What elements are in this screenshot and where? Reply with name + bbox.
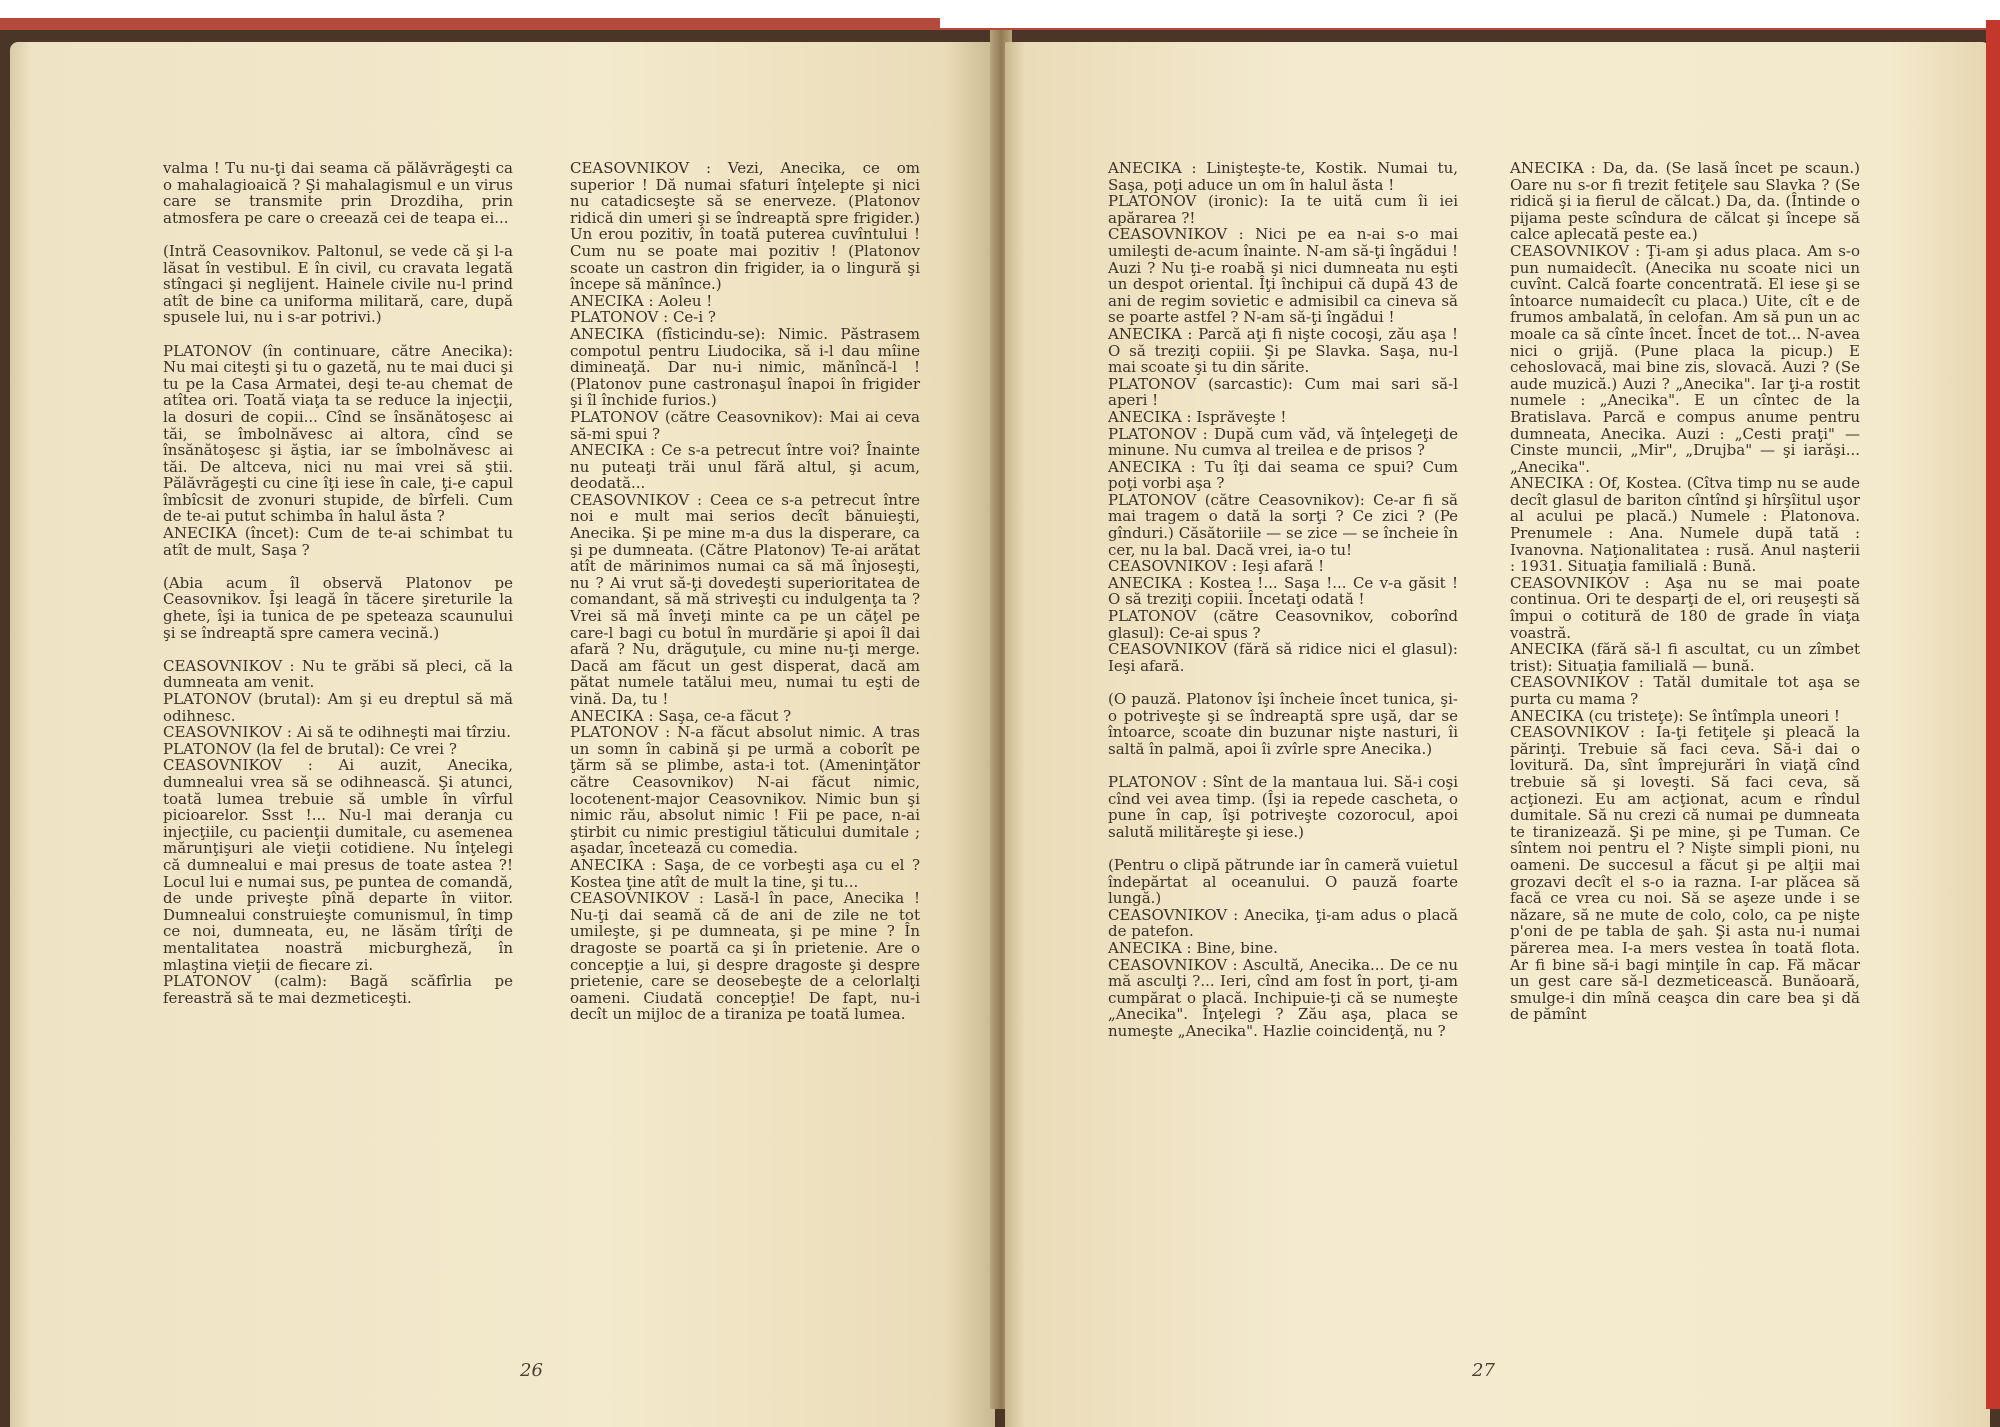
book-cover-edge: [1986, 20, 2000, 1409]
left-page: [10, 42, 995, 1427]
right-page-column-1: ANECIKA : Linişteşte-te, Kostik. Numai tu, Saşa, poţi aduce un om în halul ăsta ! PLATONOV (ironic): Ia te uită cum îi iei apărarea ?! CEASOVNIKOV : Nici pe ea n-ai s-o mai umileşti de-acum înainte. N-am să-ţi îngădui ! Auzi ? Nu ţi-e roabă şi nici dumneata nu eşti un despot oriental. Îţi închipui că după 43 de ani de regim sovietic e admisibil ca cineva să se poarte astfel ? N-am să-ţi îngădui ! ANECIKA : Parcă aţi fi nişte cocoşi, zău aşa ! O să treziţi copiii. Şi pe Slavka. Saşa, nu-l mai scoate şi tu din sărite. PLATONOV (sarcastic): Cum mai sari să-l aperi ! ANECIKA : Isprăveşte ! PLATONOV : După cum văd, vă înţelegeţi de minune. Nu cumva al treilea e de prisos ? ANECIKA : Tu îţi dai seama ce spui? Cum poţi vorbi aşa ? PLATONOV (către Ceasovnikov): Ce-ar fi să mai tragem o dată la sorţi ? Ce zici ? (Pe gînduri.) Căsătoriile — se zice — se încheie în cer, nu la bal. Dacă vrei, ia-o tu! CEASOVNIKOV : Ieşi afară ! ANECIKA : Kostea !... Saşa !... Ce v-a găsit ! O să treziţi copiii. Încetaţi odată ! PLATONOV (către Ceasovnikov, coborînd glasul): Ce-ai spus ? CEASOVNIKOV (fără să ridice nici el glasul): Ieşi afară. (O pauză. Platonov îşi încheie încet tunica, şi-o potriveşte şi se îndreaptă spre uşă, dar se întoarce, scoate din buzunar nişte nasturi, îi saltă în palmă, apoi îi zvîrle spre Anecika.) PLATONOV : Sînt de la mantaua lui. Să-i coşi cînd vei avea timp. (Îşi ia repede cascheta, o pune în cap, îşi potriveşte cozorocul, apoi salută milităreşte şi iese.) (Pentru o clipă pătrunde iar în cameră vuietul îndepărtat al oceanului. O pauză foarte lungă.) CEASOVNIKOV : Anecika, ţi-am adus o placă de patefon. ANECIKA : Bine, bine. CEASOVNIKOV : Ascultă, Anecika... De ce nu mă asculţi ?... Ieri, cînd am fost în port, ţi-am cumpărat o placă. Inchipuie-ţi că se numeşte „Anecika". Înţelegi ? Zău aşa, placa se numeşte „Anecika". Hazlie coincidenţă, nu ?: [1108, 159, 1458, 1040]
right-page-column-2: ANECIKA : Da, da. (Se lasă încet pe scaun.) Oare nu s-or fi trezit fetiţele sau Slavka ? (Se ridică şi ia fierul de călcat.) Da, da. (Întinde o pijama peste scîndura de călcat şi începe să calce aplecată peste ea.) CEASOVNIKOV : Ţi-am şi adus placa. Am s-o pun numaidecît. (Anecika nu scoate nici un cuvînt. Calcă foarte concentrată. El iese şi se întoarce numaidecît cu placa.) Uite, cît e de frumos ambalată, în celofan. Am să pun un ac moale ca să cînte încet. Încet de tot... N-avea nici o grijă. (Pune placa la picup.) E cehoslovacă, mai bine zis, slovacă. Auzi ? (Se aude muzică.) Auzi ? „Anecika". Iar ţi-a rostit numele : „Anecika". E un cîntec de la Bratislava. Parcă e compus anume pentru dumneata, Anecika. Auzi : „Cesti praţi" — Cinste muncii, „Mir", „Drujba" — şi iarăşi... „Anecika". ANECIKA : Of, Kostea. (Cîtva timp nu se aude decît glasul de bariton cîntînd şi hîrşîitul uşor al acului pe placă.) Numele : Platonova. Prenumele : Ana. Numele după tată : Ivanovna. Naţionalitatea : rusă. Anul naşterii : 1931. Situaţia familială : Bună. CEASOVNIKOV : Aşa nu se mai poate continua. Ori te desparţi de el, ori reuşeşti să împui o cotitură de 180 de grade în viaţa voastră. ANECIKA (fără să-l fi ascultat, cu un zîmbet trist): Situaţia familială — bună. CEASOVNIKOV : Tatăl dumitale tot aşa se purta cu mama ? ANECIKA (cu tristeţe): Se întîmpla uneori ! CEASOVNIKOV : Ia-ţi fetiţele şi pleacă la părinţi. Trebuie să faci ceva. Să-i dai o lovitură. Da, sînt împrejurări în viaţă cînd trebuie să şi loveşti. Să faci ceva, să acţionezi. Eu am acţionat, acum e rîndul dumitale. Să nu crezi că numai pe dumneata te tiranizează. Şi pe mine, şi pe Tuman. Ce sîntem noi pentru el ? Nişte simpli pioni, nu oameni. De succesul a făcut şi pe alţii mai grozavi decît el s-o ia razna. I-ar plăcea să facă ce vrea cu noi. Să se aşeze unde i se năzare, să ne mute de colo, colo, ca pe nişte p'oni de pe tabla de şah. Şi asta nu-i numai părerea mea. I-a mers vestea în toată flota. Ar fi bine să-i bagi minţile în cap. Fă măcar un gest care să-l dezmeticească. Bunăoară, smulge-i din mînă ceaşca din care bea şi dă de pămînt: [1510, 159, 1860, 1024]
open-book: [0, 30, 2000, 1409]
desk-background: [0, 0, 2000, 30]
page-number-left: 26: [520, 1360, 543, 1381]
left-page-column-1: valma ! Tu nu-ţi dai seama că pălăvrăgeşti ca o mahalagioaică ? Şi mahalagismul e un virus care se transmite prin Drozdiha, prin atmosfera pe care o creează cei de teapa ei... (Intră Ceasovnikov. Paltonul, se vede că şi l-a lăsat în vestibul. E în civil, cu cravata legată stîngaci şi neglijent. Hainele civile nu-l prind atît de bine ca uniforma militară, care, după spusele lui, nu i s-ar potrivi.) PLATONOV (în continuare, către Anecika): Nu mai citeşti şi tu o gazetă, nu te mai duci şi tu pe la Casa Armatei, deşi te-au chemat de atîtea ori. Toată viaţa ta se reduce la injecţii, la dosuri de copii... Cînd se însănătoşesc ai tăi, se îmbolnăvesc ai altora, cînd se însănătoşesc şi ăştia, iar se îmbolnăvesc ai tăi. De altceva, nici nu mai vrei să ştii. Pălăvrăgeşti cu cine îţi iese în cale, ţi-e capul îmbîcsit de zvonuri stupide, de bîrfeli. Cum de te-ai putut schimba în halul ăsta ? ANECIKA (încet): Cum de te-ai schimbat tu atît de mult, Saşa ? (Abia acum îl observă Platonov pe Ceasovnikov. Îşi leagă în tăcere şireturile la ghete, îşi ia tunica de pe speteaza scaunului şi se îndreaptă spre camera vecină.) CEASOVNIKOV : Nu te grăbi să pleci, că la dumneata am venit. PLATONOV (brutal): Am şi eu dreptul să mă odihnesc. CEASOVNIKOV : Ai să te odihneşti mai tîrziu. PLATONOV (la fel de brutal): Ce vrei ? CEASOVNIKOV : Ai auzit, Anecika, dumnealui vrea să se odihnească. Şi atunci, toată lumea trebuie să umble în vîrful picioarelor. Ssst !... Nu-l mai deranja cu injecţiile, cu pacienţii dumitale, cu asemenea mărunţişuri ale vieţii cotidiene. Nu înţelegi că dumnealui e mai presus de toate astea ?! Locul lui e numai sus, pe puntea de comandă, de unde priveşte pînă departe în viitor. Dumnealui construieşte comunismul, în timp ce noi, dumneata, eu, ne lăsăm tîrîţi de mentalitatea noastră micburgheză, în mlaştina vieţii de fiecare zi. PLATONOV (calm): Bagă scăfîrlia pe fereastră să te mai dezmeticeşti.: [163, 159, 513, 1007]
right-page: [1005, 42, 1990, 1427]
page-number-right: 27: [1472, 1360, 1495, 1381]
left-page-column-2: CEASOVNIKOV : Vezi, Anecika, ce om superior ! Dă numai sfaturi înţelepte şi nici nu catadicseşte să se enerveze. (Platonov ridică din umeri şi se îndreaptă spre frigider.) Un erou pozitiv, în toată puterea cuvîntului ! Cum nu se poate mai pozitiv ! (Platonov scoate un castron din frigider, ia o lingură şi începe să mănînce.) ANECIKA : Aoleu ! PLATONOV : Ce-i ? ANECIKA (fîsticindu-se): Nimic. Păstrasem compotul pentru Liudocika, să i-l dau mîine dimineaţă. Dar nu-i nimic, mănîncă-l ! (Platonov pune castronaşul înapoi în frigider şi îl închide furios.) PLATONOV (către Ceasovnikov): Mai ai ceva să-mi spui ? ANECIKA : Ce s-a petrecut între voi? Înainte nu puteaţi trăi unul fără altul, şi acum, deodată... CEASOVNIKOV : Ceea ce s-a petrecut între noi e mult mai serios decît bănuieşti, Anecika. Şi pe mine m-a dus la disperare, ca şi pe dumneata. (Către Platonov) Te-ai arătat atît de mărinimos numai ca să mă înjoseşti, nu ? Ai vrut să-ţi dovedeşti superioritatea de comandant, să mă striveşti cu indulgenţa ta ? Vrei să mă înveţi minte ca pe un căţel pe care-l bagi cu botul în murdărie şi apoi îl dai afară ? Nu, drăguţule, cu mine nu-ţi merge. Dacă am făcut un gest disperat, dacă am pătat numele tatălui meu, numai tu eşti de vină. Da, tu ! ANECIKA : Saşa, ce-a făcut ? PLATONOV : N-a făcut absolut nimic. A tras un somn în cabină şi pe urmă a coborît pe ţărm să se plimbe, asta-i tot. (Ameninţător către Ceasovnikov) N-ai făcut nimic, locotenent-major Ceasovnikov. Nimic bun şi nimic rău, absolut nimic ! Fii pe pace, n-ai ştirbit cu nimic prestigiul tăticului dumitale ; aşadar, încetează cu comedia. ANECIKA : Saşa, de ce vorbeşti aşa cu el ? Kostea ţine atît de mult la tine, şi tu... CEASOVNIKOV : Lasă-l în pace, Anecika ! Nu-ţi dai seamă că de ani de zile ne tot umileşte, şi pe dumneata, şi pe mine ? În dragoste se poartă ca şi în prietenie. Are o concepţie a lui, şi despre dragoste şi despre prietenie, care se deosebeşte de a celorlalţi oameni. Ciudată concepţie! De fapt, nu-i decît un mijloc de a tiraniza pe toată lumea.: [570, 159, 920, 1024]
